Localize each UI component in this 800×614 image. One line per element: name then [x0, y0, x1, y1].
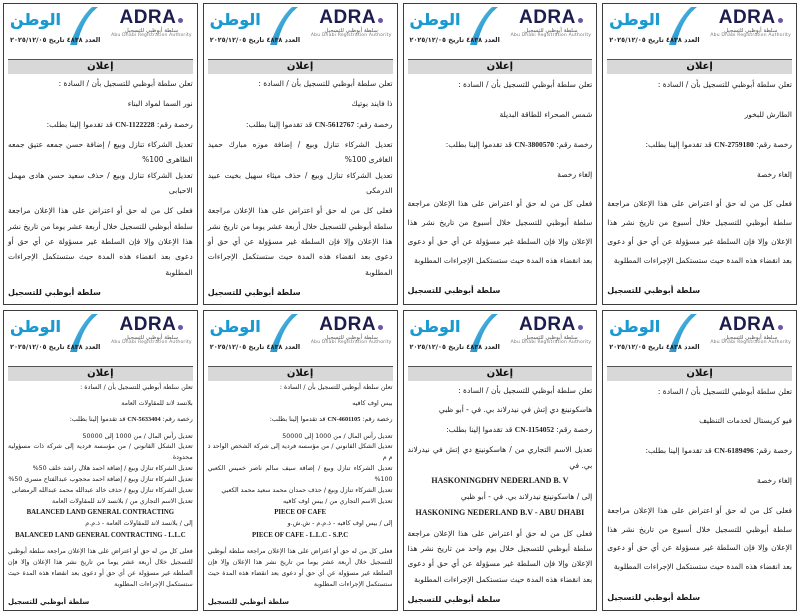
request-list — [607, 166, 792, 185]
license-prefix: رخصة رقم: — [556, 139, 593, 149]
signature: سلطة أبوظبي للتسجيل — [607, 286, 701, 296]
license-number: CN-5612767 — [314, 119, 355, 129]
license-suffix: قد تقدموا إلينا بطلب: — [69, 416, 126, 424]
issue-line: العدد ٤٨٣٨ تاريخ ٢٠٢٥/١٢/٠٥ — [409, 342, 500, 351]
adra-dot-icon — [178, 325, 183, 330]
intro-line: تعلن سلطة أبوظبي للتسجيل بأن / السادة : — [657, 80, 792, 89]
license-prefix: رخصة رقم: — [162, 416, 193, 424]
license-suffix: قد تقدموا إلينا بطلب: — [269, 416, 326, 424]
ad-card — [602, 310, 797, 612]
entity-name: هاسكونينغ دي إتش في نيدرلاند بي. في - أبو ظبي — [438, 405, 593, 415]
license-line — [408, 136, 593, 155]
request-list — [408, 166, 593, 185]
adra-subtitle-ar: سلطة أبوظبي للتسجيل — [724, 334, 778, 341]
request-line: HASKONING NEDERLAND B.V - ABU DHABI — [415, 507, 585, 517]
license-line — [408, 422, 593, 437]
adra-wordmark: ADRA — [710, 8, 791, 27]
entity-name: شمس الصحراء للطاقة البديلة — [499, 109, 593, 119]
request-line: إلغاء رخصة — [757, 169, 792, 179]
issue-line: العدد ٤٨٣٨ تاريخ ٢٠٢٥/١٢/٠٥ — [209, 342, 301, 351]
watan-logo — [410, 10, 500, 44]
adra-subtitle-en: Abu Dhabi Registration Authority — [710, 339, 791, 345]
request-line: تعديل الشكل القانوني / من مؤسسة فردية إلى شركة ذات مسؤولية محدودة — [8, 443, 193, 462]
request-list — [8, 432, 193, 542]
request-line: إلغاء رخصة — [557, 169, 593, 179]
request-line: تعديل الشركاء تنازل وبيع / إضافة احمد محجوب عبدالفتاح مسرى 50% — [8, 475, 193, 483]
adra-logo — [311, 8, 392, 39]
announcement-banner: إعلان — [8, 366, 193, 381]
adra-wordmark: ADRA — [511, 8, 592, 27]
watan-wordmark: الوطن — [209, 10, 261, 29]
license-suffix: قد تقدموا إلينا بطلب: — [46, 119, 113, 129]
announcement-banner: إعلان — [8, 59, 193, 74]
issue-line: العدد ٤٨٣٨ تاريخ ٢٠٢٥/١٢/٠٥ — [10, 36, 101, 45]
card-header — [408, 314, 593, 366]
adra-logo — [710, 315, 791, 346]
adra-subtitle-ar: سلطة أبوظبي للتسجيل — [124, 334, 179, 341]
adra-subtitle-ar: سلطة أبوظبي للتسجيل — [124, 28, 179, 34]
request-line: تعديل الشكل القانوني / من مؤسسة فردية إلى شركة الشخص الواحد ذ م م — [207, 443, 393, 462]
request-list — [208, 432, 393, 542]
adra-dot-icon — [778, 18, 783, 23]
ad-body — [208, 381, 393, 609]
request-line: تعديل الشركاء تنازل وبيع / إضافة حسن جمعه عتيق جمعه الظاهرى 100% — [8, 139, 193, 165]
issue-line: العدد ٤٨٣٨ تاريخ ٢٠٢٥/١٢/٠٥ — [10, 342, 101, 351]
announcement-banner: إعلان — [607, 59, 792, 74]
adra-dot-icon — [778, 325, 783, 330]
watan-wordmark: الوطن — [10, 316, 61, 336]
license-number: CN-5633404 — [127, 416, 161, 424]
adra-subtitle-en: Abu Dhabi Registration Authority — [710, 33, 791, 39]
request-line: PIECE OF CAFE — [274, 509, 327, 517]
adra-subtitle-en: Abu Dhabi Registration Authority — [310, 339, 392, 345]
watan-wordmark: الوطن — [609, 10, 661, 29]
license-line — [8, 415, 193, 426]
adra-logo — [511, 8, 592, 39]
card-header — [208, 314, 393, 366]
request-line: تعديل الشركاء تنازل وبيع / حذف سعيد حسن هادى مهمل الاحبابى — [8, 170, 193, 196]
request-line: تعديل الشركاء تنازل وبيع / إضافة موزه مبارك حميد الغافرى 100% — [207, 139, 393, 165]
ad-body — [8, 74, 193, 302]
request-line: إلغاء رخصة — [757, 476, 792, 486]
ad-body — [408, 74, 593, 302]
request-line: تعديل الشركاء تنازل وبيع / حذف خالد عبدالله محمد عبدالله الرمضانى — [11, 486, 193, 494]
watan-logo — [10, 317, 100, 351]
request-list — [8, 137, 193, 199]
license-suffix: قد تقدموا إلينا بطلب: — [446, 425, 513, 435]
card-header — [208, 7, 393, 59]
issue-line: العدد ٤٨٣٨ تاريخ ٢٠٢٥/١٢/٠٥ — [209, 36, 301, 45]
license-suffix: قد تقدموا إلينا بطلب: — [645, 446, 712, 456]
notice-paragraph: فعلى كل من له حق أو اعتراض على هذا الإعلان مراجعة سلطة أبوظبي للتسجيل خلال أربعة عشر يوما من تاريخ نشر هذا الإعلان وإلا فإن السلطة غير مسؤولة عن أي حق أو دعوى بعد انقضاء هذه المدة حيث ستستكمل الإجراءات المطلوبة — [207, 548, 393, 588]
announcement-banner: إعلان — [208, 366, 393, 381]
license-line — [607, 442, 792, 461]
watan-logo — [609, 10, 699, 44]
adra-subtitle-ar: سلطة أبوظبي للتسجيل — [724, 28, 778, 34]
license-prefix: رخصة رقم: — [756, 446, 792, 456]
ad-body — [607, 381, 792, 609]
signature: سلطة أبوظبي للتسجيل — [8, 597, 90, 606]
license-line — [208, 415, 393, 426]
adra-subtitle-en: Abu Dhabi Registration Authority — [111, 339, 192, 345]
adra-dot-icon — [178, 18, 183, 23]
license-number: CN-6189496 — [714, 446, 754, 456]
ad-card — [602, 3, 797, 305]
adra-dot-icon — [578, 325, 583, 330]
adra-logo — [111, 315, 192, 346]
card-header — [8, 314, 193, 366]
ad-body — [607, 74, 792, 302]
adra-logo — [511, 315, 592, 346]
ad-card — [203, 310, 398, 612]
watan-wordmark: الوطن — [409, 316, 461, 336]
watan-logo — [609, 317, 699, 351]
adra-dot-icon — [578, 18, 583, 23]
license-prefix: رخصة رقم: — [556, 425, 593, 435]
signature: سلطة أبوظبي للتسجيل — [207, 597, 289, 606]
license-line — [607, 136, 792, 155]
adra-wordmark: ADRA — [311, 8, 392, 27]
adra-subtitle-ar: سلطة أبوظبي للتسجيل — [524, 334, 578, 341]
ad-card — [3, 3, 198, 305]
issue-line: العدد ٤٨٣٨ تاريخ ٢٠٢٥/١٢/٠٥ — [609, 342, 700, 351]
request-list — [408, 442, 593, 521]
request-line: BALANCED LAND GENERAL CONTRACTING — [26, 509, 175, 517]
card-header — [408, 7, 593, 59]
card-header — [607, 7, 792, 59]
license-number: CN-3800570 — [514, 139, 554, 149]
license-prefix: رخصة رقم: — [362, 416, 393, 424]
entity-name: بلانسد لاند للمقاولات العامة — [121, 399, 193, 407]
intro-line: تعلن سلطة أبوظبي للتسجيل بأن / السادة : — [258, 79, 393, 88]
adra-subtitle-ar: سلطة أبوظبي للتسجيل — [324, 28, 378, 34]
announcement-banner: إعلان — [408, 59, 593, 74]
license-prefix: رخصة رقم: — [356, 119, 393, 129]
license-number: CN-1154052 — [514, 425, 554, 435]
ad-card — [203, 3, 398, 305]
announcement-banner: إعلان — [208, 59, 393, 74]
license-prefix: رخصة رقم: — [756, 139, 792, 149]
intro-line: تعلن سلطة أبوظبي للتسجيل بأن / السادة : — [458, 385, 593, 395]
intro-line: تعلن سلطة أبوظبي للتسجيل بأن / السادة : — [80, 383, 193, 391]
adra-dot-icon — [378, 18, 383, 23]
request-line: تعديل رأس المال / من 1000 إلى 50000 — [82, 432, 193, 440]
watan-wordmark: الوطن — [10, 10, 61, 29]
intro-line: تعلن سلطة أبوظبي للتسجيل بأن / السادة : — [458, 80, 593, 89]
notice-paragraph: فعلى كل من له حق أو اعتراض على هذا الإعلان مراجعة سلطة أبوظبي للتسجيل خلال أسبوع من تاريخ نشر هذا الإعلان وإلا فإن السلطة غير مسؤولة عن أي حق أو دعوى بعد انقضاء هذه المدة حيث ستستكمل الإجراءات المطلوبة — [607, 505, 792, 572]
ad-card — [403, 310, 598, 612]
license-number: CN-4601105 — [327, 416, 361, 424]
adra-wordmark: ADRA — [511, 315, 592, 334]
request-line: تعديل الشركاء تنازل وبيع / إضافة احمد هلال راشد خلف 50% — [32, 465, 193, 473]
watan-logo — [210, 10, 300, 44]
request-line: PIECE OF CAFE - L.L.C - S.P.C — [252, 531, 349, 539]
intro-line: تعلن سلطة أبوظبي للتسجيل بأن / السادة : — [657, 386, 792, 396]
request-line: إلى / بلانسد لاند للمقاولات العامة - ذ.م.م — [85, 520, 193, 528]
card-header — [8, 7, 193, 59]
license-suffix: قد تقدموا إلينا بطلب: — [245, 119, 313, 129]
signature: سلطة أبوظبي للتسجيل — [207, 288, 301, 298]
entity-name: الطارش للبخور — [744, 109, 792, 119]
adra-dot-icon — [378, 325, 383, 330]
license-suffix: قد تقدموا إلينا بطلب: — [645, 139, 712, 149]
watan-wordmark: الوطن — [609, 316, 661, 336]
request-line: تعديل الاسم التجاري من / بيس اوف كافيه — [283, 497, 393, 505]
signature: سلطة أبوظبي للتسجيل — [607, 592, 701, 602]
issue-line: العدد ٤٨٣٨ تاريخ ٢٠٢٥/١٢/٠٥ — [409, 36, 500, 45]
adra-wordmark: ADRA — [311, 315, 392, 334]
entity-name: ذا فايند بوتيك — [351, 99, 393, 109]
adra-wordmark: ADRA — [710, 315, 791, 334]
request-line: إلى / بيس اوف كافيه - ذ.م.م - ش.ش.و — [287, 520, 393, 528]
watan-logo — [410, 317, 500, 351]
intro-line: تعلن سلطة أبوظبي للتسجيل بأن / السادة : — [58, 79, 193, 88]
adra-subtitle-en: Abu Dhabi Registration Authority — [510, 339, 592, 345]
watan-logo — [210, 317, 300, 351]
license-prefix: رخصة رقم: — [156, 119, 193, 129]
card-header — [607, 314, 792, 366]
ad-body — [8, 381, 193, 609]
request-line: تعديل الشركاء تنازل وبيع / إضافة سيف سالم ناصر خميس الكعبي 100% — [207, 465, 393, 483]
adra-wordmark: ADRA — [111, 8, 192, 27]
signature: سلطة أبوظبي للتسجيل — [407, 594, 501, 604]
request-line: تعديل الاسم التجاري من / هاسكونينغ دي إتش في نيدرلاند بي. في — [407, 445, 593, 470]
request-line: تعديل الاسم التجاري من / بلانسد لاند للمقاولات العامة — [51, 497, 193, 505]
watan-wordmark: الوطن — [209, 316, 261, 336]
adra-wordmark: ADRA — [111, 315, 192, 334]
notice-paragraph: فعلى كل من له حق أو اعتراض على هذا الإعلان مراجعة سلطة أبوظبي للتسجيل خلال أربعة عشر يوما من تاريخ نشر هذا الإعلان وإلا فإن السلطة غير مسؤولة عن أي حق أو دعوى بعد انقضاء هذه المدة حيث ستستكمل الإجراءات المطلوبة — [8, 548, 193, 588]
notice-paragraph: فعلى كل من له حق أو اعتراض على هذا الإعلان مراجعة سلطة أبوظبي للتسجيل خلال يوم واحد من تاريخ نشر هذا الإعلان وإلا فإن السلطة غير مسؤولة عن أي حق أو دعوى بعد انقضاء هذه المدة حيث ستستكمل الإجراءات المطلوبة — [407, 528, 593, 584]
request-line: تعديل رأس المال / من 1000 إلى 50000 — [282, 432, 393, 440]
license-number: CN-1122228 — [115, 119, 155, 129]
signature: سلطة أبوظبي للتسجيل — [8, 288, 101, 298]
request-list — [208, 137, 393, 199]
request-line: HASKONINGDHV NEDERLAND B. V — [431, 475, 569, 485]
adra-subtitle-ar: سلطة أبوظبي للتسجيل — [324, 334, 378, 341]
issue-line: العدد ٤٨٣٨ تاريخ ٢٠٢٥/١٢/٠٥ — [609, 36, 700, 45]
adra-logo — [710, 8, 791, 39]
entity-name: نور السما لمواد البناء — [127, 99, 193, 109]
entity-name: فيو كريستال لخدمات التنظيف — [699, 416, 792, 426]
request-line: إلى / هاسكونينغ نيدرلاند بي. في - أبو ظبي — [460, 492, 593, 502]
request-line: تعديل الشركاء تنازل وبيع / حذف ميثاء سهيل بخيت عبيد الدرمكى — [207, 170, 393, 196]
license-suffix: قد تقدموا إلينا بطلب: — [445, 139, 512, 149]
adra-logo — [111, 8, 192, 39]
watan-wordmark: الوطن — [409, 10, 461, 29]
ad-body — [408, 381, 593, 609]
request-list — [607, 472, 792, 491]
signature: سلطة أبوظبي للتسجيل — [407, 286, 501, 296]
notice-paragraph: فعلى كل من له حق أو اعتراض على هذا الإعلان مراجعة سلطة أبوظبي للتسجيل خلال أسبوع من تاريخ نشر هذا الإعلان وإلا فإن السلطة غير مسؤولة عن أي حق أو دعوى بعد انقضاء هذه المدة حيث ستستكمل الإجراءات المطلوبة — [407, 199, 593, 265]
announcement-banner: إعلان — [607, 366, 792, 381]
adra-logo — [311, 315, 392, 346]
ad-body — [208, 74, 393, 302]
notice-paragraph: فعلى كل من له حق أو اعتراض على هذا الإعلان مراجعة سلطة أبوظبي للتسجيل خلال أسبوع من تاريخ نشر هذا الإعلان وإلا فإن السلطة غير مسؤولة عن أي حق أو دعوى بعد انقضاء هذه المدة حيث ستستكمل الإجراءات المطلوبة — [607, 199, 792, 265]
license-line — [208, 117, 393, 132]
entity-name: بيس اوف كافيه — [352, 399, 393, 407]
license-line — [8, 117, 193, 132]
notice-paragraph: فعلى كل من له حق أو اعتراض على هذا الإعلان مراجعة سلطة أبوظبي للتسجيل خلال أربعة عشر يوما من تاريخ نشر هذا الإعلان وإلا فإن السلطة غير مسؤولة عن أي حق أو دعوى بعد انقضاء هذه المدة حيث ستستكمل الإجراءات المطلوبة — [207, 206, 393, 277]
license-number: CN-2759180 — [714, 139, 754, 149]
adra-subtitle-en: Abu Dhabi Registration Authority — [111, 33, 192, 39]
request-line: BALANCED LAND GENERAL CONTRACTING - L.L.C — [15, 531, 186, 539]
ad-card — [403, 3, 598, 305]
adra-subtitle-en: Abu Dhabi Registration Authority — [310, 33, 392, 39]
intro-line: تعلن سلطة أبوظبي للتسجيل بأن / السادة : — [279, 383, 393, 391]
adra-subtitle-en: Abu Dhabi Registration Authority — [510, 33, 592, 39]
notice-paragraph: فعلى كل من له حق أو اعتراض على هذا الإعلان مراجعة سلطة أبوظبي للتسجيل خلال أربعة عشر يوما من تاريخ نشر هذا الإعلان وإلا فإن السلطة غير مسؤولة عن أي حق أو دعوى بعد انقضاء هذه المدة حيث ستستكمل الإجراءات المطلوبة — [8, 206, 193, 277]
adra-subtitle-ar: سلطة أبوظبي للتسجيل — [524, 28, 578, 34]
ad-card — [3, 310, 198, 612]
watan-logo — [10, 10, 100, 44]
request-line: تعديل الشركاء تنازل وبيع / حذف حمدان محمد سعيد محمد الكعبي — [221, 486, 393, 494]
announcement-banner: إعلان — [408, 366, 593, 381]
